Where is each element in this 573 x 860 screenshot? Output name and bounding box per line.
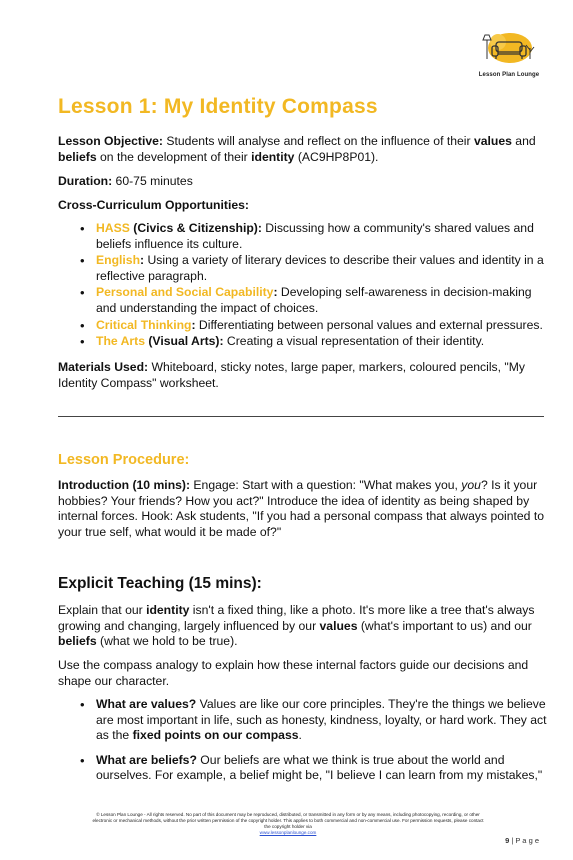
- objective-values: values: [473, 134, 512, 148]
- introduction-label: Introduction (10 mins):: [58, 478, 191, 492]
- explicit-teaching-heading: Explicit Teaching (15 mins):: [58, 575, 262, 592]
- lesson-plan-lounge-logo: [476, 26, 542, 78]
- list-item: • What are beliefs? Our beliefs are what we think is true about the world and ourselves. For example, a belief might be, "I believe I can learn from my mistakes,": [58, 753, 548, 784]
- list-item: • Personal and Social Capability: Developing self-awareness in decision-making and understanding the impact of choices.: [58, 285, 548, 316]
- lesson-objective: [58, 134, 548, 165]
- couch-logo-icon: [476, 26, 542, 72]
- objective-text: (AC9HP8P01).: [294, 149, 379, 164]
- objective-text: on the development of their: [96, 149, 252, 164]
- website-link[interactable]: www.lessonplanlounge.com: [259, 830, 317, 835]
- copyright-text: © Lesson Plan Lounge - All rights reserved. No part of this document may be reproduced, distributed, or transmitted in any form or by any means, including photocopying, recording, or other electronic or mechanical methods, without the prior written permission of the copyright holder. This applies to both commercial and non-commercial use. For permission requests, please contact the copyright holder via: [92, 812, 484, 829]
- duration-value: 60-75 minutes: [112, 174, 193, 188]
- list-item: • English: Using a variety of literary devices to describe their values and identity in a reflective paragraph.: [58, 253, 548, 284]
- introduction-paragraph: Introduction (10 mins): Engage: Start with a question: "What makes you, you? Is it your hobbies? Your friends? How you act?" Introduce the idea of identity as being shaped by internal forces. Hook: Ask students, "If you had a personal compass that always pointed to your true self, what would it be made of?": [58, 478, 544, 539]
- materials-label: Materials Used:: [58, 360, 149, 374]
- explicit-paragraph-1: Explain that our identity isn't a fixed thing, like a photo. It's more like a tree that's always growing and changing, largely influenced by our values (what's important to us) and our beliefs (what we hold to be true).: [58, 603, 535, 649]
- list-item: • Critical Thinking: Differentiating between personal values and external pressures.: [58, 318, 548, 334]
- objective-text: Students will analyse and reflect on the influence of their: [162, 134, 474, 148]
- lesson-procedure-heading: Lesson Procedure:: [58, 452, 190, 468]
- duration: [58, 174, 548, 190]
- cross-curriculum-list: [58, 221, 548, 351]
- cross-curriculum-heading: Cross-Curriculum Opportunities:: [58, 198, 249, 212]
- list-item: • What are values? Values are like our core principles. They're the things we believe are most important in life, such as honesty, kindness, loyalty, or hard work. They act as the fixed points on our compass.: [58, 697, 548, 744]
- copyright-footer: [90, 812, 486, 836]
- objective-identity: identity: [251, 149, 295, 164]
- objective-text: and: [511, 134, 536, 148]
- explicit-paragraph-2: Use the compass analogy to explain how these internal factors guide our decisions and shape our character.: [58, 658, 529, 688]
- list-item: • The Arts (Visual Arts): Creating a visual representation of their identity.: [58, 334, 548, 350]
- section-divider: [58, 416, 544, 417]
- page-number: 9 | P a g e: [505, 836, 539, 845]
- logo-text: Lesson Plan Lounge: [478, 72, 540, 78]
- explicit-teaching-list: [58, 697, 548, 793]
- lesson-title: Lesson 1: My Identity Compass: [58, 95, 378, 118]
- list-item: • HASS (Civics & Citizenship): Discussing how a community's shared values and beliefs influence its culture.: [58, 221, 548, 252]
- duration-label: Duration:: [58, 174, 113, 188]
- materials-used: [58, 360, 548, 391]
- materials-value: Whiteboard, sticky notes, large paper, markers, coloured pencils, "My Identity Compass" worksheet.: [58, 360, 525, 390]
- objective-label: Lesson Objective:: [58, 134, 163, 148]
- objective-beliefs: beliefs: [58, 149, 97, 164]
